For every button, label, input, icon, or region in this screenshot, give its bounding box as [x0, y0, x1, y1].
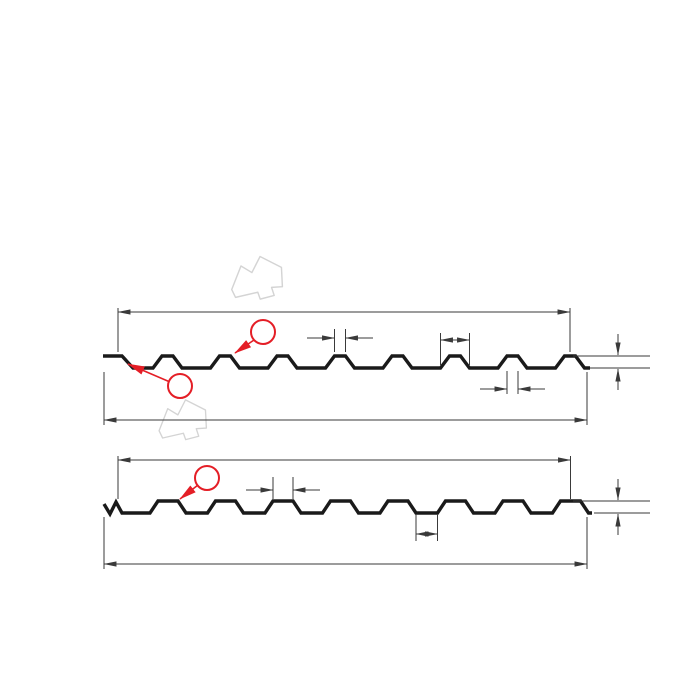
- label-r-circle: [195, 466, 219, 490]
- callout-b: [235, 320, 275, 353]
- label-b-circle: [251, 320, 275, 344]
- profile-outline: [103, 356, 590, 368]
- callout-r: [180, 466, 219, 499]
- cross-section-front: [103, 308, 650, 425]
- watermark-upper: [227, 253, 286, 304]
- label-a-circle: [168, 374, 192, 398]
- cross-section-reverse: [104, 456, 650, 569]
- brand-logo-watermark-icon: [227, 253, 286, 304]
- profile-outline: [104, 501, 592, 514]
